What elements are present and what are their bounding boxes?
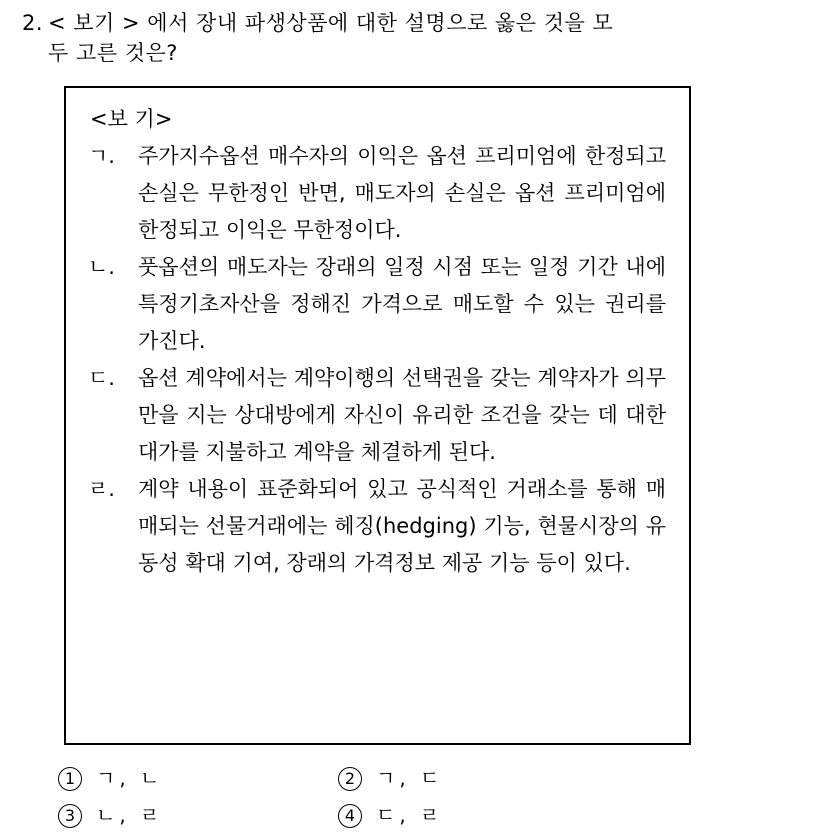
item-marker: ㄹ.: [88, 477, 115, 501]
question-text-line-1: < 보기 > 에서 장내 파생상품에 대한 설명으로 옳은 것을 모: [48, 11, 614, 35]
choice-3[interactable]: [58, 797, 338, 834]
circled-number-icon: 1: [58, 767, 82, 791]
example-item-digeut: [88, 360, 666, 471]
item-text: 주가지수옵션 매수자의 이익은 옵션 프리미엄에 한정되고 손실은 무한정인 반면, 매도자의 손실은 옵션 프리미엄에 한정되고 이익은 무한정이다.: [138, 144, 666, 242]
circled-number-icon: 4: [338, 804, 362, 828]
example-item-giyeok: [88, 138, 666, 249]
circled-number-icon: 3: [58, 804, 82, 828]
example-item-nieun: [88, 249, 666, 360]
item-text: 계약 내용이 표준화되어 있고 공식적인 거래소를 통해 매매되는 선물거래에는 헤징(hedging) 기능, 현물시장의 유동성 확대 기여, 장래의 가격정보 제공 기능 등이 있다.: [138, 477, 666, 575]
choice-4[interactable]: [338, 797, 618, 834]
question-line-1: [22, 8, 782, 38]
question-number: 2.: [22, 11, 44, 35]
choice-answer: ㄷ, ㄹ: [376, 803, 444, 827]
example-box: [64, 86, 691, 745]
item-text: 옵션 계약에서는 계약이행의 선택권을 갖는 계약자가 의무만을 지는 상대방에게 자신이 유리한 조건을 갖는 데 대한 대가를 지불하고 계약을 체결하게 된다.: [138, 366, 666, 464]
item-marker: ㄷ.: [88, 366, 115, 390]
question-stem: [22, 8, 782, 68]
example-box-title: <보 기>: [90, 107, 173, 131]
item-marker: ㄴ.: [88, 255, 115, 279]
question-text-line-2: 두 고른 것은?: [48, 41, 178, 65]
example-items: [88, 138, 666, 582]
choice-row-2: [58, 797, 618, 834]
choice-answer: ㄱ, ㄴ: [96, 766, 164, 790]
circled-number-icon: 2: [338, 767, 362, 791]
choice-1[interactable]: [58, 760, 338, 797]
choice-answer: ㄱ, ㄷ: [376, 766, 444, 790]
choice-answer: ㄴ, ㄹ: [96, 803, 164, 827]
example-item-rieul: [88, 471, 666, 582]
choice-row-1: [58, 760, 618, 797]
choice-2[interactable]: [338, 760, 618, 797]
item-marker: ㄱ.: [88, 144, 115, 168]
item-text: 풋옵션의 매도자는 장래의 일정 시점 또는 일정 기간 내에 특정기초자산을 정해진 가격으로 매도할 수 있는 권리를 가진다.: [138, 255, 666, 353]
answer-choices: [58, 760, 618, 834]
